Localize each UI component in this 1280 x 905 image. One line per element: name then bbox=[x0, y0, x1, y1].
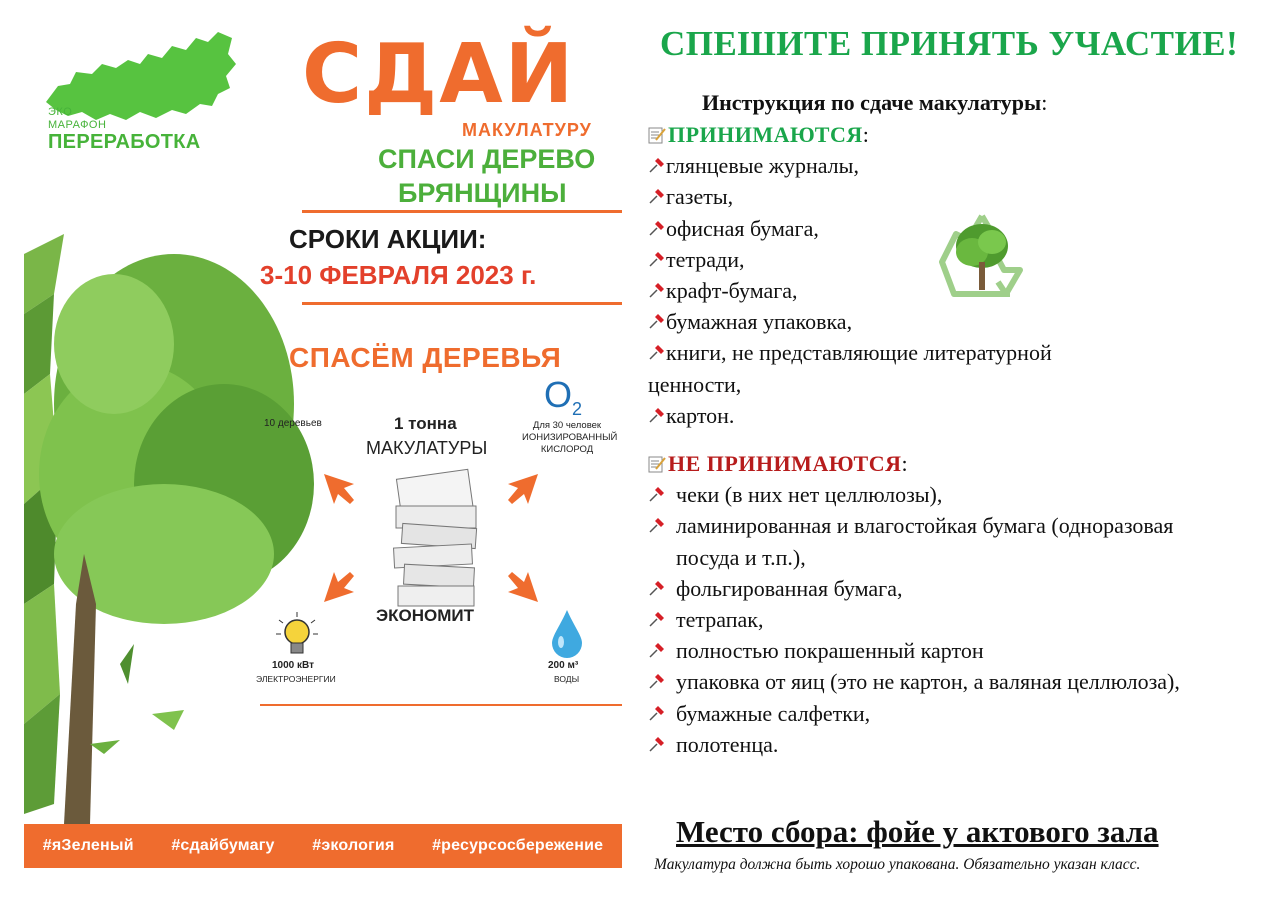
list-item-text: глянцевые журналы, bbox=[666, 153, 859, 179]
eco-marathon-logo bbox=[48, 106, 201, 154]
oxygen-label: КИСЛОРОД bbox=[540, 444, 594, 455]
logo-marathon: МАРАФОН bbox=[48, 118, 107, 131]
list-item bbox=[648, 510, 1176, 572]
hashtag: #экология bbox=[312, 837, 395, 854]
not-accepted-list bbox=[648, 448, 1196, 760]
list-item bbox=[648, 306, 1052, 337]
not-accepted-heading bbox=[648, 448, 1196, 479]
water-value: 200 м³ bbox=[548, 660, 579, 671]
list-item-text: крафт-бумага, bbox=[666, 278, 798, 304]
dates-label: СРОКИ АКЦИИ: bbox=[289, 224, 487, 254]
list-item bbox=[648, 337, 1052, 368]
list-item-text: фольгированная бумага, bbox=[676, 575, 903, 601]
collection-place: Место сбора: фойе у актового зала bbox=[676, 814, 1159, 849]
oxygen-icon bbox=[544, 374, 582, 420]
pushpin-icon bbox=[648, 156, 666, 174]
list-item-text: бумажные салфетки, bbox=[676, 700, 871, 726]
memo-icon bbox=[648, 126, 666, 144]
pushpin-icon bbox=[648, 704, 666, 722]
pushpin-icon bbox=[648, 610, 666, 628]
one-ton: 1 тонна bbox=[394, 414, 457, 433]
pushpin-icon bbox=[648, 641, 666, 659]
subtitle-save-tree: СПАСИ ДЕРЕВО bbox=[378, 144, 596, 174]
footnote: Макулатура должна быть хорошо упакована. Обязательно указан класс. bbox=[654, 856, 1141, 873]
pushpin-icon bbox=[648, 735, 666, 753]
pushpin-icon bbox=[648, 250, 666, 268]
list-item bbox=[648, 729, 1196, 760]
pushpin-icon bbox=[648, 281, 666, 299]
list-item bbox=[648, 181, 1052, 212]
hashtags-bar bbox=[24, 824, 622, 868]
instruction-title bbox=[702, 90, 1047, 116]
water-label: ВОДЫ bbox=[554, 674, 580, 684]
o2-subscript: 2 bbox=[572, 399, 583, 420]
pushpin-icon bbox=[648, 406, 666, 424]
ionized-label: ИОНИЗИРОВАННЫЙ bbox=[522, 432, 618, 443]
people-count: Для 30 человек bbox=[532, 420, 602, 431]
divider bbox=[302, 210, 622, 213]
pushpin-icon bbox=[648, 485, 666, 503]
memo-icon bbox=[648, 455, 666, 473]
hurry-title: СПЕШИТЕ ПРИНЯТЬ УЧАСТИЕ! bbox=[660, 24, 1239, 63]
hashtag: #ресурсосбережение bbox=[432, 837, 604, 854]
list-item-text: офисная бумага, bbox=[666, 215, 819, 241]
pushpin-icon bbox=[648, 516, 666, 534]
divider bbox=[302, 302, 622, 305]
list-item-text: тетрапак, bbox=[676, 607, 764, 633]
list-item-text: полотенца. bbox=[676, 731, 779, 757]
arrow-icon bbox=[508, 572, 538, 602]
waste-paper-label: МАКУЛАТУРЫ bbox=[366, 438, 488, 458]
poster bbox=[24, 14, 622, 870]
dates-value: 3-10 ФЕВРАЛЯ 2023 г. bbox=[260, 260, 537, 290]
logo-recycling: ПЕРЕРАБОТКА bbox=[48, 131, 201, 154]
colon: : bbox=[862, 122, 870, 147]
colon: : bbox=[1041, 90, 1048, 115]
list-item-text: чеки (в них нет целлюлозы), bbox=[676, 482, 943, 508]
list-item bbox=[648, 698, 1196, 729]
list-item bbox=[648, 400, 1052, 431]
list-item-text: книги, не представляющие литературной bbox=[666, 340, 1052, 366]
list-item bbox=[648, 666, 1196, 697]
list-item bbox=[648, 573, 1196, 604]
oxygen-caption bbox=[522, 420, 618, 456]
list-item-text: упаковка от яиц (это не картон, а валяная целлюлоза), bbox=[676, 669, 1180, 695]
pushpin-icon bbox=[648, 579, 666, 597]
list-item bbox=[648, 150, 1052, 181]
headline-title: СДАЙ bbox=[302, 27, 576, 122]
hashtag: #сдайбумагу bbox=[171, 837, 275, 854]
list-item-text: картон. bbox=[666, 402, 735, 428]
list-item-text: ламинированная и влагостойкая бумага (одноразовая посуда и т.п.), bbox=[676, 513, 1174, 570]
hashtag: #яЗеленый bbox=[42, 837, 134, 854]
recycle-tree-icon bbox=[934, 212, 1030, 304]
pushpin-icon bbox=[648, 187, 666, 205]
list-item-text: газеты, bbox=[666, 184, 734, 210]
divider bbox=[260, 704, 622, 706]
list-item bbox=[648, 604, 1196, 635]
subtitle-waste-paper: МАКУЛАТУРУ bbox=[462, 120, 592, 140]
paper-stack-icon bbox=[386, 466, 490, 611]
list-item-text: полностью покрашенный картон bbox=[676, 638, 984, 664]
tree-illustration-icon bbox=[24, 224, 324, 824]
trees-count: 10 деревьев bbox=[264, 418, 322, 429]
colon: : bbox=[901, 451, 909, 476]
logo-eco: ЭКО bbox=[48, 106, 73, 118]
accepted-heading bbox=[648, 119, 1052, 150]
pushpin-icon bbox=[648, 343, 666, 361]
water-drop-icon bbox=[552, 610, 582, 658]
pushpin-icon bbox=[648, 219, 666, 237]
save-trees-title: СПАСЁМ ДЕРЕВЬЯ bbox=[289, 342, 562, 373]
list-item bbox=[648, 479, 1196, 510]
accepted-heading-text: ПРИНИМАЮТСЯ bbox=[668, 122, 863, 147]
arrow-icon bbox=[324, 474, 354, 504]
pushpin-icon bbox=[648, 312, 666, 330]
list-item-continuation: ценности, bbox=[648, 371, 742, 397]
saves-label: ЭКОНОМИТ bbox=[376, 606, 474, 625]
instruction-title-text: Инструкция по сдаче макулатуры bbox=[702, 90, 1042, 115]
arrow-icon bbox=[324, 572, 354, 602]
pushpin-icon bbox=[648, 672, 666, 690]
list-item-text: бумажная упаковка, bbox=[666, 309, 853, 335]
list-item bbox=[648, 635, 1196, 666]
electricity-label: ЭЛЕКТРОЭНЕРГИИ bbox=[256, 674, 336, 684]
subtitle-bryansk: БРЯНЩИНЫ bbox=[398, 178, 567, 208]
o2-symbol: O bbox=[544, 374, 573, 415]
not-accepted-heading-text: НЕ ПРИНИМАЮТСЯ bbox=[668, 451, 902, 476]
kwt-value: 1000 кВт bbox=[272, 660, 315, 671]
arrow-icon bbox=[508, 474, 538, 504]
list-item-text: тетради, bbox=[666, 246, 745, 272]
